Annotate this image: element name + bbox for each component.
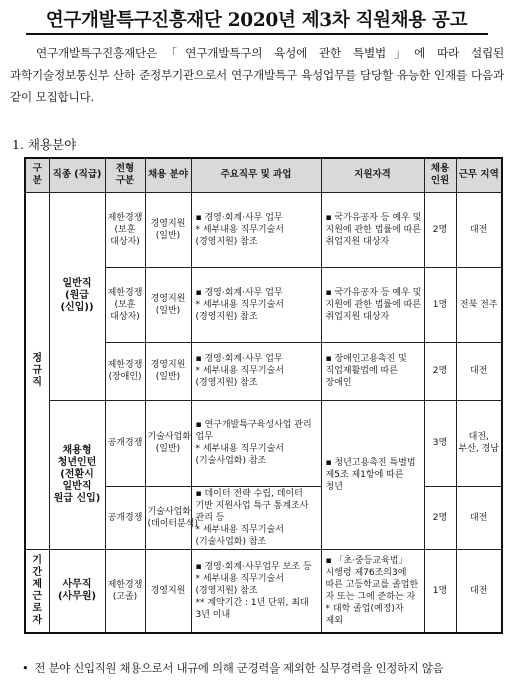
qualification-line: ▪ 청년고용촉진 특별법 제5조 제1항에 따른 청년 bbox=[325, 457, 416, 492]
field-cell: 경영지원 (일반) bbox=[145, 267, 191, 342]
selection-cell: 공개경쟁 bbox=[105, 400, 145, 486]
duty-line: * 세부내용 직무기술서(경영지원) 참조 bbox=[195, 573, 284, 596]
header-count: 채용 인원 bbox=[424, 158, 456, 192]
duty-cell bbox=[191, 400, 321, 486]
header-job: 직종 (직급) bbox=[49, 158, 105, 192]
job-youth-intern: 채용형 청년인턴 (전환시 일반직 원급 신입) bbox=[49, 400, 105, 549]
table-row bbox=[25, 549, 502, 633]
count-cell: 2명 bbox=[424, 342, 456, 400]
count-cell: 1명 bbox=[424, 549, 456, 633]
count-cell: 1명 bbox=[424, 267, 456, 342]
header-category: 구 분 bbox=[25, 158, 49, 192]
duty-line: ▪ 경영·회계·사무 업무 bbox=[195, 354, 283, 364]
duty-line: ▪ 경영·회계·사무 업무 bbox=[195, 212, 283, 223]
selection-cell: 공개경쟁 bbox=[105, 486, 145, 549]
selection-cell: 제한경쟁 (고졸) bbox=[105, 549, 145, 633]
qualification-cell bbox=[321, 549, 424, 633]
bullet-icon: • bbox=[22, 662, 29, 675]
field-cell: 경영지원 (일반) bbox=[145, 192, 191, 267]
qualification-cell bbox=[321, 267, 424, 342]
count-cell: 2명 bbox=[424, 192, 456, 267]
job-general: 일반직 (원급(신입)) bbox=[49, 192, 105, 400]
field-cell: 경영지원 bbox=[145, 549, 191, 633]
header-location: 근무 지역 bbox=[456, 158, 502, 192]
qualification-line: ▪ 「초·중등교육법」시행령 제76조의3에 따른 고등학교를 졸업한 자 또는 그에 준하는 자 bbox=[325, 555, 419, 602]
qualification-line: ▪ 국가유공자 등 예우 및 지원에 관한 법률에 따른 취업지원 대상자 bbox=[325, 287, 422, 322]
group-fixed-term: 기 간 제 근 로 자 bbox=[25, 549, 49, 633]
duty-line: ** 계약기간 : 1년 단위, 최대 3년 이내 bbox=[195, 597, 309, 620]
recruitment-table bbox=[24, 157, 503, 634]
header-qualification: 지원자격 bbox=[321, 158, 424, 192]
group-regular: 정 규 직 bbox=[25, 192, 49, 549]
duty-line: ▪ 연구개발특구육성사업 관리 업무 bbox=[195, 420, 312, 442]
location-cell: 대전 bbox=[456, 486, 502, 549]
header-selection: 전형 구분 bbox=[105, 158, 145, 192]
count-cell: 3명 bbox=[424, 400, 456, 486]
location-cell: 대전 bbox=[456, 342, 502, 400]
duty-line: * 세부내용 직무기술서(경영지원) 참조 bbox=[195, 299, 284, 322]
table-row bbox=[25, 192, 502, 267]
location-cell: 대전 bbox=[456, 192, 502, 267]
selection-cell: 제한경쟁 (장애인) bbox=[105, 342, 145, 400]
duty-cell bbox=[191, 549, 321, 633]
duty-line: ▪ 데이터 전략 수립, 데이터 기반 지원사업 특구 통계조사 관리 등 bbox=[195, 488, 309, 523]
field-cell: 기술사업화 (데이터분석) bbox=[145, 486, 191, 549]
location-cell: 대전, 부산, 경남 bbox=[456, 400, 502, 486]
field-cell: 경영지원 (일반) bbox=[145, 342, 191, 400]
duty-line: * 세부내용 직무기술서(경영지원) 참조 bbox=[195, 366, 284, 388]
duty-line: * 세부내용 직무기술서(기술사업화) 참조 bbox=[195, 524, 284, 547]
job-office: 사무직 (사무원) bbox=[49, 549, 105, 633]
selection-cell: 제한경쟁 (보훈 대상자) bbox=[105, 267, 145, 342]
duty-line: ▪ 경영·회계·사무 업무 bbox=[195, 287, 283, 298]
section-title: 1. 채용분야 bbox=[12, 137, 77, 152]
count-cell: 2명 bbox=[424, 486, 456, 549]
title-underline bbox=[26, 33, 488, 35]
header-field: 채용 분야 bbox=[145, 158, 191, 192]
table-row bbox=[25, 400, 502, 486]
footnote-text: 전 분야 신입직원 채용으로서 내규에 의해 군경력을 제외한 실무경력을 인정하지 않음 bbox=[34, 662, 444, 675]
selection-cell: 제한경쟁 (보훈 대상자) bbox=[105, 192, 145, 267]
duty-cell bbox=[191, 342, 321, 400]
footnote bbox=[22, 659, 500, 679]
intro-paragraph: 연구개발특구진흥재단은「연구개발특구의 육성에 관한 특별법」에 따라 설립된 과학기술정보통신부 산하 준정부기관으로서 연구개발특구 육성업무를 담당할 유능한 인재를 다음과 같이 모집합니다. bbox=[10, 46, 504, 104]
duty-line: * 세부내용 직무기술서(경영지원) 참조 bbox=[195, 224, 284, 247]
qualification-line: ▪ 국가유공자 등 예우 및 지원에 관한 법률에 따른 취업지원 대상자 bbox=[325, 212, 422, 247]
qualification-line: * 대학 졸업(예정)자 제외 bbox=[325, 603, 404, 626]
duty-cell bbox=[191, 267, 321, 342]
page-title: 연구개발특구진흥재단 2020년 제3차 직원채용 공고 bbox=[45, 10, 468, 31]
field-cell: 기술사업화 (일반) bbox=[145, 400, 191, 486]
qualification-cell bbox=[321, 192, 424, 267]
duty-line: * 세부내용 직무기술서(기술사업화) 참조 bbox=[195, 444, 284, 466]
duty-cell bbox=[191, 486, 321, 549]
duty-line: ▪ 경영·회계·사무업무 보조 등 bbox=[195, 561, 312, 572]
table-header-row bbox=[25, 158, 502, 192]
header-duty: 주요직무 및 과업 bbox=[191, 158, 321, 192]
location-cell: 대전 bbox=[456, 549, 502, 633]
qualification-cell bbox=[321, 342, 424, 400]
location-cell: 전북 전주 bbox=[456, 267, 502, 342]
duty-cell bbox=[191, 192, 321, 267]
qualification-cell bbox=[321, 400, 424, 549]
qualification-line: ▪ 장애인고용촉진 및 직업재활법에 따른 장애인 bbox=[325, 354, 407, 388]
